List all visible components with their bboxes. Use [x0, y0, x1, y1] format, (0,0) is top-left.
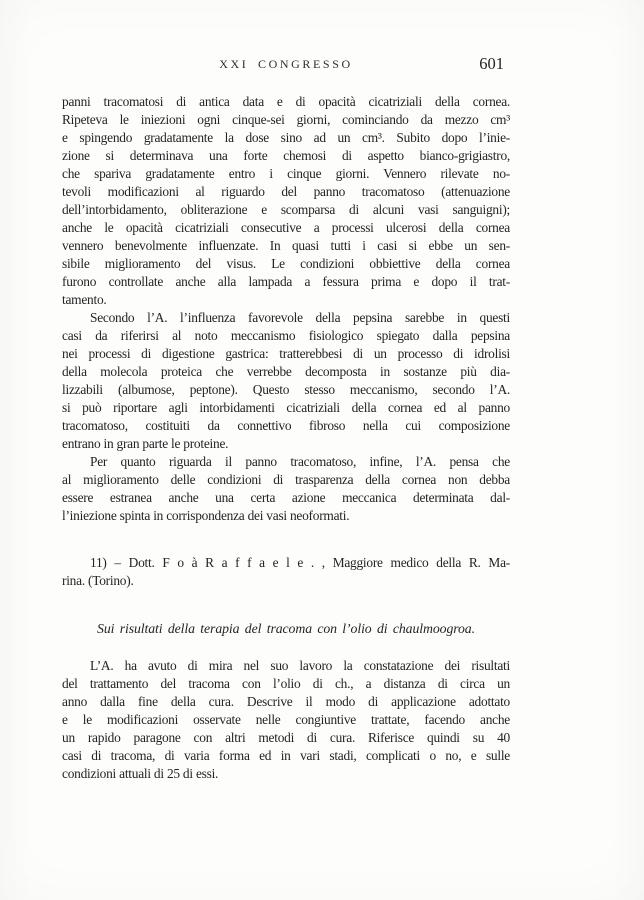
text-line: Per quanto riguarda il panno tracomatoso, infine, l’A. pensa che — [90, 454, 510, 469]
text-line: panni tracomatosi di antica data e di opacità cicatriziali della cornea. — [62, 94, 510, 109]
text-line: entrano in gran parte le proteine. — [62, 436, 229, 451]
paragraph — [62, 453, 510, 525]
author-entry — [62, 554, 510, 590]
text-line: tevoli modificazioni al riguardo del panno tracomatoso (attenuazione — [62, 184, 510, 199]
section-title — [62, 620, 510, 638]
text-line: si può riportare agli intorbidamenti cicatriziali della cornea ed al panno — [62, 400, 510, 415]
text-line: 11) – Dott. F o à R a f f a e l e . , Maggiore medico della R. Ma- — [90, 555, 510, 570]
text-line: tamento. — [62, 292, 107, 307]
text-line: essere estranea anche una certa azione meccanica determinata dal- — [62, 490, 510, 505]
text-line: zione si determinava una forte chemosi di aspetto bianco-grigiastro, — [62, 148, 510, 163]
text-line: e le modificazioni osservate nelle congiuntive trattate, facendo anche — [62, 712, 510, 727]
paragraph — [62, 309, 510, 453]
text-line: anche le opacità cicatriziali consecutive a processi ulcerosi della cornea — [62, 220, 510, 235]
text-line: furono controllate anche alla lampada a fessura prima e dopo il trat- — [62, 274, 510, 289]
text-line: vennero benevolmente influenzate. In quasi tutti i casi si ebbe un sen- — [62, 238, 510, 253]
text-line: rina. (Torino). — [62, 573, 134, 588]
text-line: del trattamento del tracoma con l’olio di ch., a distanza di circa un — [62, 676, 510, 691]
running-title: XXI CONGRESSO — [219, 57, 353, 71]
text-line: che spariva gradatamente entro i cinque giorni. Vennero rilevate no- — [62, 166, 510, 181]
page-body — [62, 93, 510, 783]
text-line: un rapido paragone con altri metodi di cura. Riferisce quindi su 40 — [62, 730, 510, 745]
text-line: tracomatoso, costituiti da connettivo fibroso nella cui composizione — [62, 418, 510, 433]
text-line: sibile miglioramento del visus. Le condizioni obbiettive della cornea — [62, 256, 510, 271]
text-line: Sui risultati della terapia del tracoma con l’olio di chaulmoogroa. — [97, 621, 475, 636]
page-number: 601 — [479, 54, 504, 73]
page-header — [62, 54, 510, 74]
text-line: L’A. ha avuto di mira nel suo lavoro la constatazione dei risultati — [90, 658, 510, 673]
text-line: nei processi di digestione gastrica: tratterebbesi di un processo di idrolisi — [62, 346, 510, 361]
text-line: dell’intorbidamento, obliterazione e scomparsa di alcuni vasi sanguigni); — [62, 202, 510, 217]
text-line: condizioni attuali di 25 di essi. — [62, 766, 219, 781]
text-line: della molecola proteica che verrebbe decomposta in sostanze più dia- — [62, 364, 510, 379]
text-line: l’iniezione spinta in corrispondenza dei vasi neoformati. — [62, 508, 350, 523]
paragraph — [62, 93, 510, 309]
text-line: Secondo l’A. l’influenza favorevole della pepsina sarebbe in questi — [90, 310, 510, 325]
text-line: Ripeteva le iniezioni ogni cinque-sei giorni, cominciando da mezzo cm³ — [62, 112, 510, 127]
text-line: lizzabili (albumose, peptone). Questo stesso meccanismo, secondo l’A. — [62, 382, 510, 397]
text-line: al miglioramento delle condizioni di trasparenza della cornea non debba — [62, 472, 510, 487]
text-line: casi da riferirsi al noto meccanismo fisiologico spiegato dalla pepsina — [62, 328, 510, 343]
paragraph — [62, 657, 510, 783]
text-line: e spingendo gradatamente la dose sino ad un cm³. Subito dopo l’inie- — [62, 130, 510, 145]
text-line: anno dalla fine della cura. Descrive il modo di applicazione adottato — [62, 694, 510, 709]
text-line: casi di tracoma, di varia forma ed in vari stadi, complicati o no, e sulle — [62, 748, 510, 763]
